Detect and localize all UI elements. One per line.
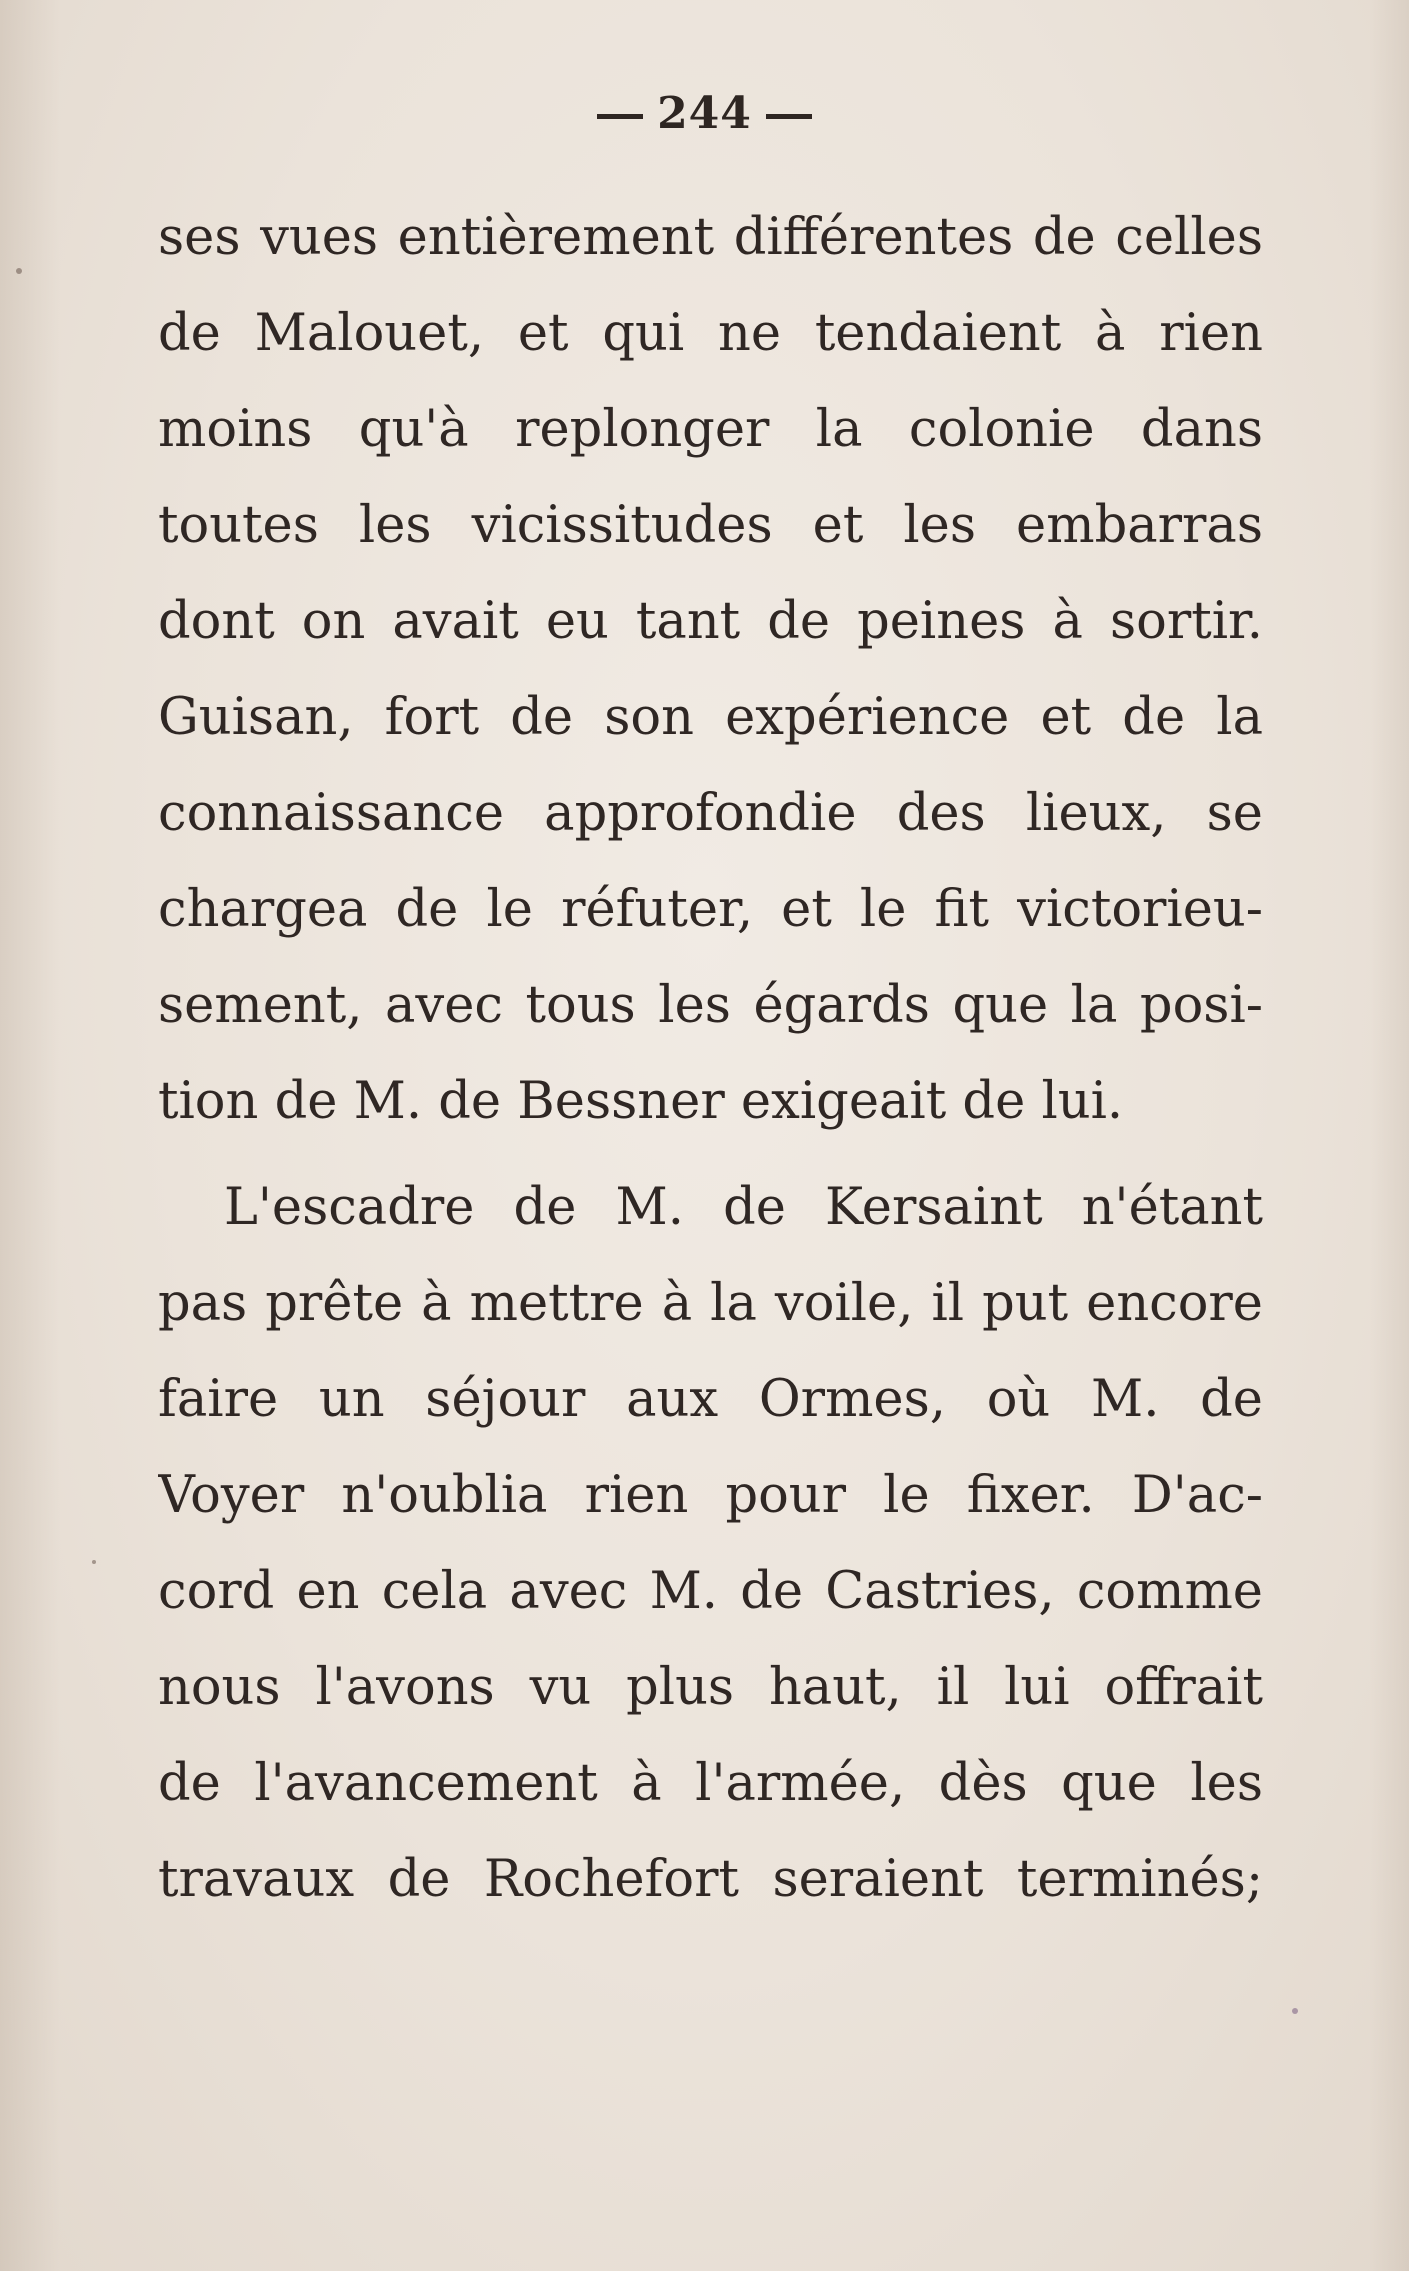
page-number: 244 [657, 88, 752, 139]
text-line: de Malouet, et qui ne tendaient à rien [158, 304, 1263, 363]
page-header [0, 88, 1409, 139]
text-line: connaissance approfondie des lieux, se [158, 784, 1263, 843]
text-line: travaux de Rochefort seraient terminés; [158, 1850, 1263, 1909]
paper-speck [16, 268, 22, 274]
text-line: dont on avait eu tant de peines à sortir. [158, 592, 1263, 651]
text-line: Voyer n'oublia rien pour le fixer. D'ac- [158, 1466, 1263, 1525]
text-line: de l'avancement à l'armée, dès que les [158, 1754, 1263, 1813]
text-line: nous l'avons vu plus haut, il lui offrait [158, 1658, 1263, 1717]
text-line: chargea de le réfuter, et le fit victorieu- [158, 880, 1263, 939]
text-line: cord en cela avec M. de Castries, comme [158, 1562, 1263, 1621]
text-line: Guisan, fort de son expérience et de la [158, 688, 1263, 747]
paper-speck [1292, 2008, 1298, 2014]
text-line: pas prête à mettre à la voile, il put encore [158, 1274, 1263, 1333]
header-dash-right [766, 114, 812, 119]
text-line: tion de M. de Bessner exigeait de lui. [158, 1072, 1124, 1131]
text-line: faire un séjour aux Ormes, où M. de [158, 1370, 1263, 1429]
header-dash-left [597, 114, 643, 119]
paragraph-1 [158, 190, 1263, 1150]
text-line: ses vues entièrement différentes de celles [158, 208, 1263, 267]
text-line: toutes les vicissitudes et les embarras [158, 496, 1263, 555]
text-line: moins qu'à replonger la colonie dans [158, 400, 1263, 459]
paper-speck [92, 1560, 96, 1564]
text-line: sement, avec tous les égards que la posi- [158, 976, 1263, 1035]
paragraph-2 [158, 1160, 1263, 1928]
text-line: L'escadre de M. de Kersaint n'étant [224, 1178, 1263, 1237]
edge-shadow [1369, 0, 1409, 2271]
gutter-shadow [0, 0, 60, 2271]
